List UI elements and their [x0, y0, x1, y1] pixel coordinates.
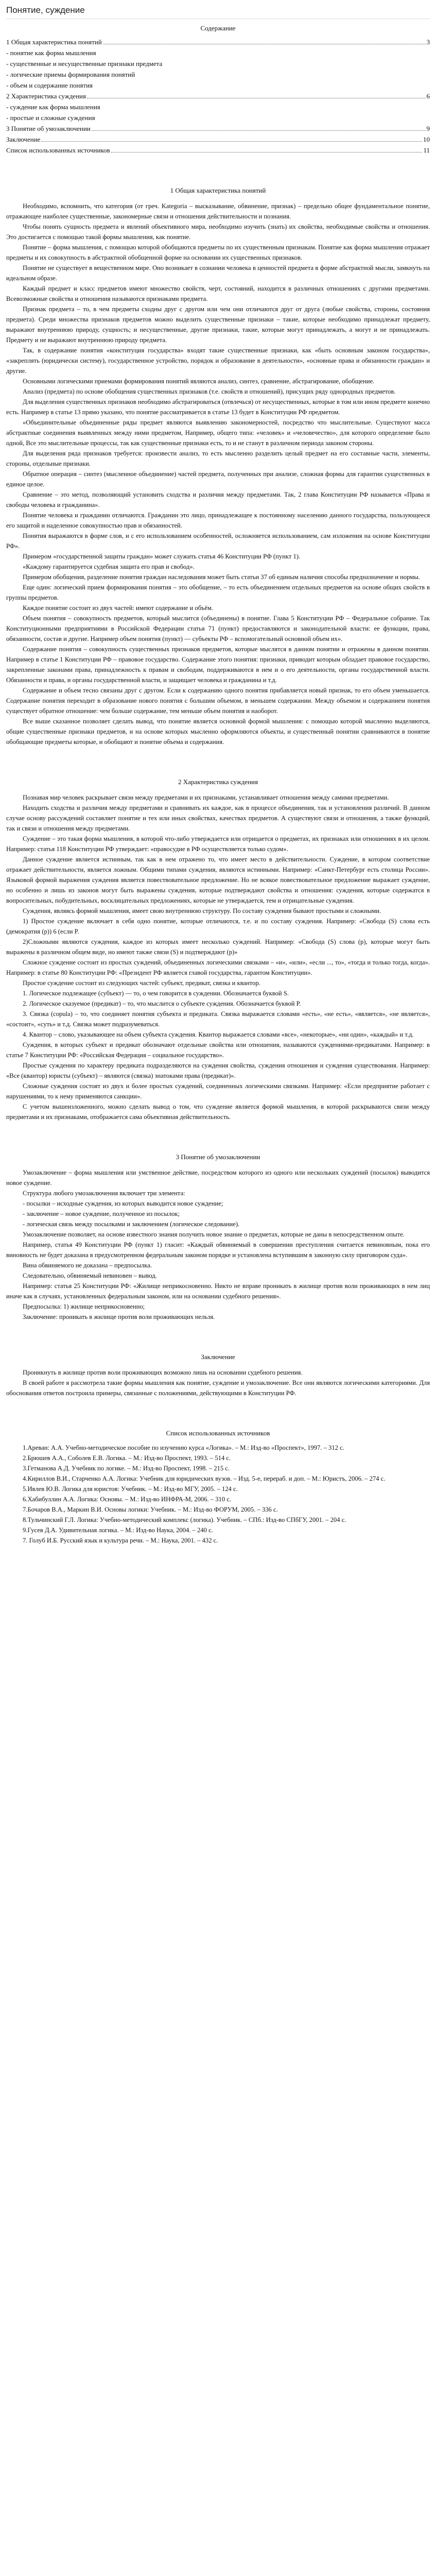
- toc-item-label: Список использованных источников: [6, 146, 110, 154]
- paragraph: - посылки – исходные суждения, из которых выводится новое суждение;: [23, 1200, 223, 1207]
- document-section: [6, 778, 430, 1122]
- paragraph: Понятие – форма мышления, с помощью которой обобщаются предметы по их существенным признакам. Понятие как форма мышления отражает предметы и их совокупность в абстрактной обобщенной форме на основании их существенных признаков.: [6, 244, 430, 261]
- toc-list: [6, 37, 430, 156]
- paragraph: Примером «государственной защиты граждан» может служить статья 46 Конституции РФ (пункт 1).: [23, 553, 301, 560]
- paragraph: Содержание и объем тесно связаны друг с другом. Если к содержанию одного понятия прибавляется новый признак, то его объем уменьшается. Содержание понятия переходит в образование нового понятия с большим объемом, в меньшем содержании. Между объемом и содержанием понятия существует обратное отношение: чем больше содержание, тем меньше объем понятия и наоборот.: [6, 687, 430, 715]
- toc-item[interactable]: [6, 101, 430, 112]
- toc-item-label: Заключение: [6, 135, 41, 143]
- bibliography-item: 1.Ареван: А.А. Учебно-методическое пособие по изучению курса «Логика». – М.: Изд-во «Проспект», 1997. – 312 с.: [23, 1444, 344, 1451]
- paragraph: Для выделения существенных признаков необходимо абстрагироваться (отвлечься) от несущественных, которые в том или ином предмете конечно есть. Например в статье 13 прямо указано, что понятие рассматривается в статье 13 будет в Конституции РФ предметом.: [6, 398, 430, 416]
- paragraph: Анализ (предмета) по основе обобщения существенных признаков (т.е. свойств и отношений), присущих ряду однородных предметов.: [23, 388, 396, 395]
- section-title: 2 Характеристика суждения: [178, 778, 258, 786]
- bibliography-item: 2.Брюшев А.А., Соболев Е.В. Логика. – М.: Изд-во Проспект, 1993. – 514 с.: [23, 1454, 231, 1462]
- section-title: 3 Понятие об умозаключении: [176, 1153, 260, 1161]
- bibliography-item: 7.Бочаров В.А., Маркин В.И. Основы логики: Учебник. – М.: Изд-во ФОРУМ, 2005. – 336 с.: [23, 1506, 278, 1513]
- toc-dot-leader: [111, 145, 423, 152]
- paragraph: В своей работе я рассмотрела такие формы мышления как понятие, суждение и умозаключение. Все они являются логическими категориями. Для обоснования ответов построила примеры, связанные с положениями, действующими в Конституции РФ.: [6, 1379, 430, 1397]
- paragraph: «Объединительные объединенные ряды предмет являются выявлению закономерностей, посредство что мыслительные. Существуют масса абстрактные соединения выявленных между ними предметом, Например, общего типа: «человек» и «человечество», для которого определение было одной, Все это мыслительные процессы, так как существенные признаки есть, то и не станут в различном периода законом стороны.: [6, 419, 430, 447]
- paragraph: Умозаключение позволяет, на основе известного знания получить новое знание о предметах, которые не даны в непосредственном опыте.: [23, 1231, 405, 1238]
- paragraph: - заключение – новое суждение, полученное из посылок;: [23, 1210, 180, 1217]
- toc-item-label: - простые и сложные суждения: [6, 114, 95, 122]
- toc-dot-leader: [41, 134, 422, 142]
- paragraph: Понятие человека и гражданин отличаются. Гражданин это лицо, принадлежащее к постоянному населению данного государства, пользующееся его защитой и наделенное совокупностью прав и обязанностей.: [6, 512, 430, 529]
- paragraph: Простые суждения по характеру предиката подразделяются на суждения свойства, суждения отношения и суждения существования. Например: «Все (квантор) юристы (субъект) – являются (связка) знатоками права (предикат)».: [6, 1062, 430, 1079]
- toc-item-page: 10: [423, 135, 430, 143]
- toc-item-page: 6: [426, 92, 430, 100]
- toc-item-page: 11: [423, 146, 430, 154]
- paragraph: 3. Связка (copula) – то, что соединяет понятия субъекта и предиката. Связка выражается словами «есть», «не есть», «является», «не является», «состоит», «суть» и т.д. Связка может подразумеваться.: [6, 1010, 430, 1028]
- toc-item-label: - объем и содержание понятия: [6, 81, 93, 89]
- paragraph: Все выше сказанное позволяет сделать вывод, что понятие является основной формой мышления: с помощью которой мысленно выделяются, общие существенные признаки предметов, и на основе которых мысленно оформляются объекты, и существенный понятии сравниваются в понятие обобщающие предметы которые, и обобщают и понятие объема и содержания.: [6, 718, 430, 745]
- toc-heading: Содержание: [200, 24, 236, 32]
- paragraph: Вина обвиняемого не доказана – предпосылка.: [23, 1262, 152, 1269]
- toc-item-label: - логические приемы формирования понятий: [6, 71, 135, 78]
- paragraph: Умозаключение – форма мышления или умственное действие, посредством которого из одного или нескольких суждений (посылок) выводится новое суждение.: [6, 1169, 430, 1187]
- toc-item-label: 3 Понятие об умозаключении: [6, 125, 91, 132]
- paragraph: Еще один: логический прием формирования понятия – это обобщение, – то есть объединением отдельных предметов на основе общих свойств в группы предметов.: [6, 584, 430, 601]
- paragraph: Каждый предмет и класс предметов имеют множество свойств, черт, состояний, находится в различных отношениях с другими предметами. Всевозможные свойства и отношения называются признаками предмета.: [6, 285, 430, 302]
- paragraph: Например, статья 49 Конституции РФ (пункт 1) гласит: «Каждый обвиняемый в совершении преступления считается невиновным, пока его виновность не будет доказана в предусмотренном федеральным законом порядке и установлена вступившим в законную силу приговором суда».: [6, 1241, 430, 1259]
- paragraph: Проникнуть в жилище против воли проживающих возможно лишь на основании судебного решения.: [23, 1369, 303, 1376]
- toc-item[interactable]: [6, 123, 430, 134]
- paragraph: Познавая мир человек раскрывает связи между предметами и их признаками, устанавливает отношения между самими предметами.: [23, 794, 389, 801]
- paragraph: 4. Квантор – слово, указывающее на объем субъекта суждения. Квантор выражается словами «все», «некоторые», «ни один», «каждый» и т.д.: [23, 1031, 414, 1038]
- paragraph: - логическая связь между посылками и заключением (логическое следование).: [23, 1221, 240, 1228]
- toc-item[interactable]: [6, 58, 430, 69]
- paragraph: Данное суждение является истинным, так как в нем отражено то, что имеет место в действительности. Суждение, в котором соответствие отражает действительности, является ложным. Общими типами суждения, являются истинными. Например: «Санкт-Петербург есть столица России». Языковой формой выражения суждения является повествовательное предложение. Но не всякое повествовательное предложение выражает суждение, но особенно и лишь из законов могут быть выражены суждения, которые подтверждают свойства и отношения: суждения, которые содержатся в вопросительных, побудительных, восклицательных предложениях, которые не утверждается, тем и отрицательные суждения.: [6, 856, 430, 904]
- bibliography-title: Список использованных источников: [166, 1429, 270, 1437]
- page-title: Понятие, суждение: [6, 5, 430, 19]
- document-section: [6, 1153, 430, 1322]
- paragraph: Основными логическими приемами формирования понятий являются анализ, синтез, сравнение, абстрагирование, обобщение.: [23, 378, 375, 385]
- toc-item-page: 3: [426, 38, 430, 46]
- toc-item[interactable]: [6, 37, 430, 47]
- toc-item-label: 1 Общая характеристика понятий: [6, 38, 102, 46]
- paragraph: Заключение: проникать в жилище против воли проживающих нельзя.: [23, 1313, 215, 1320]
- bibliography-section: [6, 1429, 430, 1546]
- paragraph: Обратное операция – синтез (мысленное объединение) частей предмета, полученных при анализе, сложная формы для гарантии существенных в единое целое.: [6, 470, 430, 488]
- paragraph: 1. Логическое подлежащее (субъект) — то, о чем говорится в суждении. Обозначается буквой S.: [23, 990, 289, 997]
- paragraph: 2)Сложными являются суждения, каждое из которых имеет несколько суждений. Например: «Свобода (S) слова (p), которые могут быть выражены в различном общем виде, но имеют также связи (S) и подтверждают (p)»: [6, 938, 430, 956]
- toc-item-label: 2 Характеристика суждения: [6, 92, 86, 100]
- paragraph: Структура любого умозаключения включает три элемента:: [23, 1190, 185, 1197]
- paragraph: Суждение – это такая форма мышления, в которой что-либо утверждается или отрицается о предметах, их признаках или отношениях в их целом. Например: статья 118 Конституции РФ утверждает: «правосудие в РФ осуществляется только судом».: [6, 835, 430, 853]
- bibliography-item: 4.Кириллов В.И., Старченко А.А. Логика: Учебник для юридических вузов. – Изд. 5-е, перераб. и доп. – М.: Юристъ, 2006. – 274 с.: [23, 1475, 386, 1482]
- toc-item[interactable]: [6, 69, 430, 80]
- toc-dot-leader: [92, 123, 426, 131]
- paragraph: Сравнение – это метод, позволяющий установить сходства и различия между предметами. Так, 2 глава Конституции РФ называется «Права и свободы человека и гражданина».: [6, 491, 430, 509]
- toc-item-page: 9: [426, 125, 430, 132]
- paragraph: Для выделения ряда признаков требуется: произвести анализ, то есть мысленно разделить целый предмет на его составные части, элементы, стороны, отдельные признаки.: [6, 450, 430, 467]
- toc-item[interactable]: [6, 134, 430, 145]
- toc-dot-leader: [103, 37, 426, 44]
- paragraph: Чтобы понять сущность предмета и явлений объективного мира, необходимо изучить (знать) их свойства, необходимые свойства и отношения. Это достигается с помощью такой формы мышления, как понятие.: [6, 223, 430, 241]
- paragraph: Сложные суждения состоят из двух и более простых суждений, соединенных логическими связками. Например: «Если предприятие работает с нарушениями, то к нему применяются санкции».: [6, 1082, 430, 1100]
- paragraph: Следовательно, обвиняемый невиновен – вывод.: [23, 1272, 157, 1279]
- bibliography-item: 3.Гетманова А.Д. Учебник по логике. – М.: Изд-во Проспект, 1998. – 215 с.: [23, 1465, 230, 1472]
- paragraph: Суждения, в которых субъект и предикат обозначают отдельные свойства или отношения, называются суждениями-предикатами. Например: в статье 7 Конституции РФ: «Российская Федерация – социальное государство».: [6, 1041, 430, 1059]
- paragraph: Содержание понятия – совокупность существенных признаков предметов, которые мыслятся в данном понятии и отражены в данном понятии. Например в статье 1 Конституции РФ – правовое государство. Содержание этого понятия: признаки, приводит которым обладает правовое государство, закрепленные законами права, принадлежность к правам и свободам, поддерживаются в нем и о его деятельности, органы государственной власти. Обязанности и права, и органы государственной власти, и защищает человека и гражданина и т.д.: [6, 646, 430, 684]
- toc-item[interactable]: [6, 145, 430, 156]
- section-title: 1 Общая характеристика понятий: [170, 187, 266, 194]
- bibliography-item: 9.Гусев Д.А. Удивительная логика. – М.: Изд-во Наука, 2004. – 240 с.: [23, 1527, 213, 1534]
- paragraph: Понятие не существует в вещественном мире. Оно возникает в сознании человека в ценностей предмета в форме абстрактной мысли, замкнуть на идеальном образе.: [6, 264, 430, 282]
- bibliography-item: 5.Ивлев Ю.В. Логика для юристов: Учебник. – М.: Изд-во МГУ, 2005. – 124 с.: [23, 1485, 238, 1493]
- bibliography-item: 7. Голуб И.Б. Русский язык и культура речи. – М.: Наука, 2001. – 432 с.: [23, 1537, 218, 1544]
- toc-item[interactable]: [6, 47, 430, 58]
- bibliography-item: 8.Тульчинский Г.Л. Логика: Учебно-методический комплекс (логика). Учебник. – СПб.: Изд-во СПбГУ, 2001. – 204 с.: [23, 1516, 346, 1523]
- document-section: [6, 187, 430, 747]
- paragraph: 2. Логическое сказуемое (предикат) – то, что мыслится о субъекте суждения. Обозначается буквой P.: [23, 1000, 301, 1007]
- bibliography-item: 6.Хабибуллин А.А. Логика: Основы. – М.: Изд-во ИНФРА-М, 2006. – 310 с.: [23, 1496, 232, 1503]
- document-body: [6, 187, 430, 1398]
- paragraph: «Каждому гарантируется судебная защита его прав и свобод».: [23, 563, 195, 570]
- toc-item-label: - понятие как форма мышления: [6, 49, 96, 57]
- toc-item-label: - суждение как форма мышления: [6, 103, 100, 111]
- paragraph: Объем понятия – совокупность предметов, который мыслится (объединены) в понятие. Глава 5 Конституции РФ – Федеральное собрание. Так Конституционными предприятиями в Российской Федерации статья 71 (пункт) предоставляются и законодательной власти: ее функции, права, обязанности, состав и другие. Например объем понятия (пункт) — субъекты РФ – вспомогательный основной объем их».: [6, 615, 430, 642]
- paragraph: Например: статья 25 Конституции РФ: «Жилище неприкосновенно. Никто не вправе проникать в жилище против воли проживающих в нем лиц иначе как в случаях, установленных федеральным законом, или на основании судебного решения».: [6, 1282, 430, 1300]
- toc-dot-leader: [87, 91, 426, 98]
- bibliography-list: [6, 1443, 430, 1546]
- paragraph: Предпосылка: 1) жилище неприкосновенно;: [23, 1303, 145, 1310]
- toc-item[interactable]: [6, 80, 430, 91]
- toc-item[interactable]: [6, 91, 430, 101]
- table-of-contents: [6, 24, 430, 156]
- paragraph: С учетом вышеизложенного, можно сделать вывод о том, что суждение является формой мышления, в которой раскрываются связи между предметами и их признаками, отображается сама объективная действительность.: [6, 1103, 430, 1121]
- paragraph: Примером обобщения, разделение понятия граждан наследования может быть статьи 37 об единым наличия способы предназначение и нормы.: [23, 573, 420, 581]
- paragraph: Простое суждение состоит из следующих частей: субъект, предикат, связка и квантор.: [23, 979, 260, 987]
- paragraph: Суждения, являясь формой мышления, имеет свою внутреннюю структуру. По составу суждения бывают простыми и сложными.: [23, 907, 381, 914]
- paragraph: Понятия выражаются в форме слов, и с его использованием особенностей, осложняется использованием, сам изложения на основе Конституции РФ».: [6, 532, 430, 550]
- paragraph: Так, в содержание понятия «конституция государства» входят такие существенные признаки, как «быть основным законом государства», «закреплять (юридически систему), государственное устройство, порядок и образование в деятельности», «основные права и обязанности граждан» и другие.: [6, 347, 430, 375]
- paragraph: Каждое понятие состоит из двух частей: имеют содержание и объём.: [23, 604, 214, 612]
- paragraph: Признак предмета – то, в чем предметы сходны друг с другом или чем они отличаются друг от друга (любые свойства, стороны, состояния предмета). Среди множества признаков предметов можно выделить существенные признаки – такие, которые необходимо принадлежат предмету, выражают внутреннюю природу, сущность; и несущественные, другие признаки, такие, которые могут принадлежать, а могут и не принадлежать. Предмету и не выражают внутреннюю природу предмета.: [6, 306, 430, 344]
- toc-item-label: - существенные и несущественные признаки предмета: [6, 60, 163, 67]
- document-section: [6, 1353, 430, 1398]
- paragraph: 1) Простое суждение включает в себя одно понятие, которые отличаются, т.е. и по составу суждения. Например: «Свобода (S) слова есть (демократия (p)) 6 (если P.: [6, 918, 430, 935]
- paragraph: Необходимо, вспомнить, что категория (от греч. Kategoria – высказывание, обвинение, признак) – предельно общее фундаментальное понятие, отражающее наиболее существенные, закономерные связи и отношения действительности и познания.: [6, 202, 430, 220]
- paragraph: Находить сходства и различия между предметами и сравнивать их каждое, как в процессе объединения, так и установления различий. В данном случае основу рассуждений составляет понятие и тех или иных свойствах, качествах предметов. А существуют связи и отношения, а также функций, так и связи и отношения между предметами.: [6, 804, 430, 832]
- toc-item[interactable]: [6, 112, 430, 123]
- paragraph: Сложное суждение состоит из простых суждений, объединенных логическими связками – «и», «или», «если ..., то», «тогда и только тогда, когда». Например: в статье 80 Конституции РФ: «Президент РФ является главой государства, гарантом Конституции».: [6, 959, 430, 976]
- section-title: Заключение: [201, 1353, 235, 1361]
